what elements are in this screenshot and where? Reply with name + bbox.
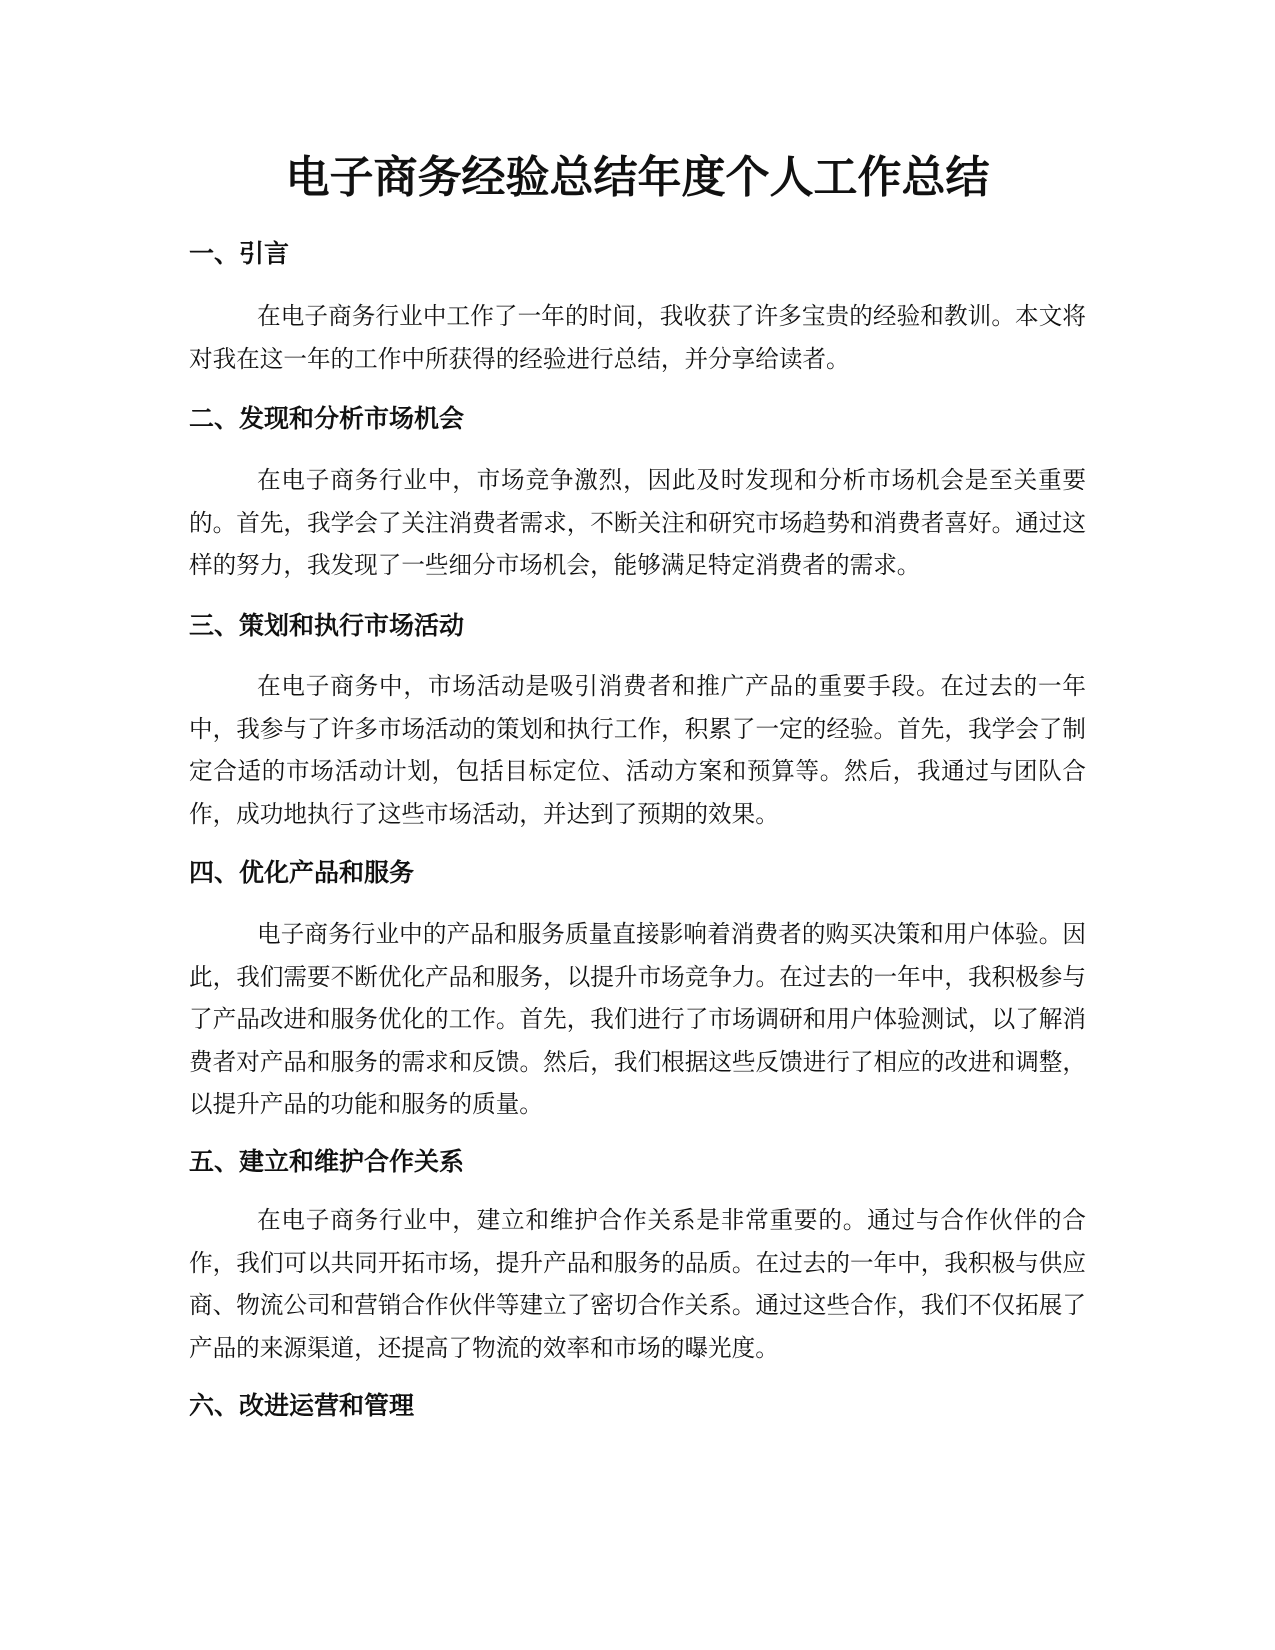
section-heading-partnerships: 五、建立和维护合作关系	[189, 1147, 465, 1176]
section-heading-market-activities: 三、策划和执行市场活动	[189, 611, 465, 640]
section-body-product-service: 电子商务行业中的产品和服务质量直接影响着消费者的购买决策和用户体验。因此，我们需要不断优化产品和服务，以提升市场竞争力。在过去的一年中，我积极参与了产品改进和服务优化的工作。首先，我们进行了市场调研和用户体验测试，以了解消费者对产品和服务的需求和反馈。然后，我们根据这些反馈进行了相应的改进和调整，以提升产品的功能和服务的质量。	[189, 920, 1086, 1118]
section-body-intro: 在电子商务行业中工作了一年的时间，我收获了许多宝贵的经验和教训。本文将对我在这一年的工作中所获得的经验进行总结，并分享给读者。	[189, 302, 1086, 373]
section-heading-market-opportunity: 二、发现和分析市场机会	[189, 404, 465, 433]
section-body-partnerships: 在电子商务行业中，建立和维护合作关系是非常重要的。通过与合作伙伴的合作，我们可以共同开拓市场，提升产品和服务的品质。在过去的一年中，我积极与供应商、物流公司和营销合作伙伴等建立了密切合作关系。通过这些合作，我们不仅拓展了产品的来源渠道，还提高了物流的效率和市场的曝光度。	[189, 1206, 1086, 1362]
document-title: 电子商务经验总结年度个人工作总结	[285, 152, 990, 203]
section-body-market-activities: 在电子商务中，市场活动是吸引消费者和推广产品的重要手段。在过去的一年中，我参与了许多市场活动的策划和执行工作，积累了一定的经验。首先，我学会了制定合适的市场活动计划，包括目标定位、活动方案和预算等。然后，我通过与团队合作，成功地执行了这些市场活动，并达到了预期的效果。	[189, 672, 1086, 828]
section-heading-operations: 六、改进运营和管理	[189, 1391, 415, 1420]
section-heading-product-service: 四、优化产品和服务	[189, 858, 415, 887]
section-heading-intro: 一、引言	[189, 239, 290, 268]
section-body-market-opportunity: 在电子商务行业中，市场竞争激烈，因此及时发现和分析市场机会是至关重要的。首先，我学会了关注消费者需求，不断关注和研究市场趋势和消费者喜好。通过这样的努力，我发现了一些细分市场机会，能够满足特定消费者的需求。	[189, 466, 1086, 579]
